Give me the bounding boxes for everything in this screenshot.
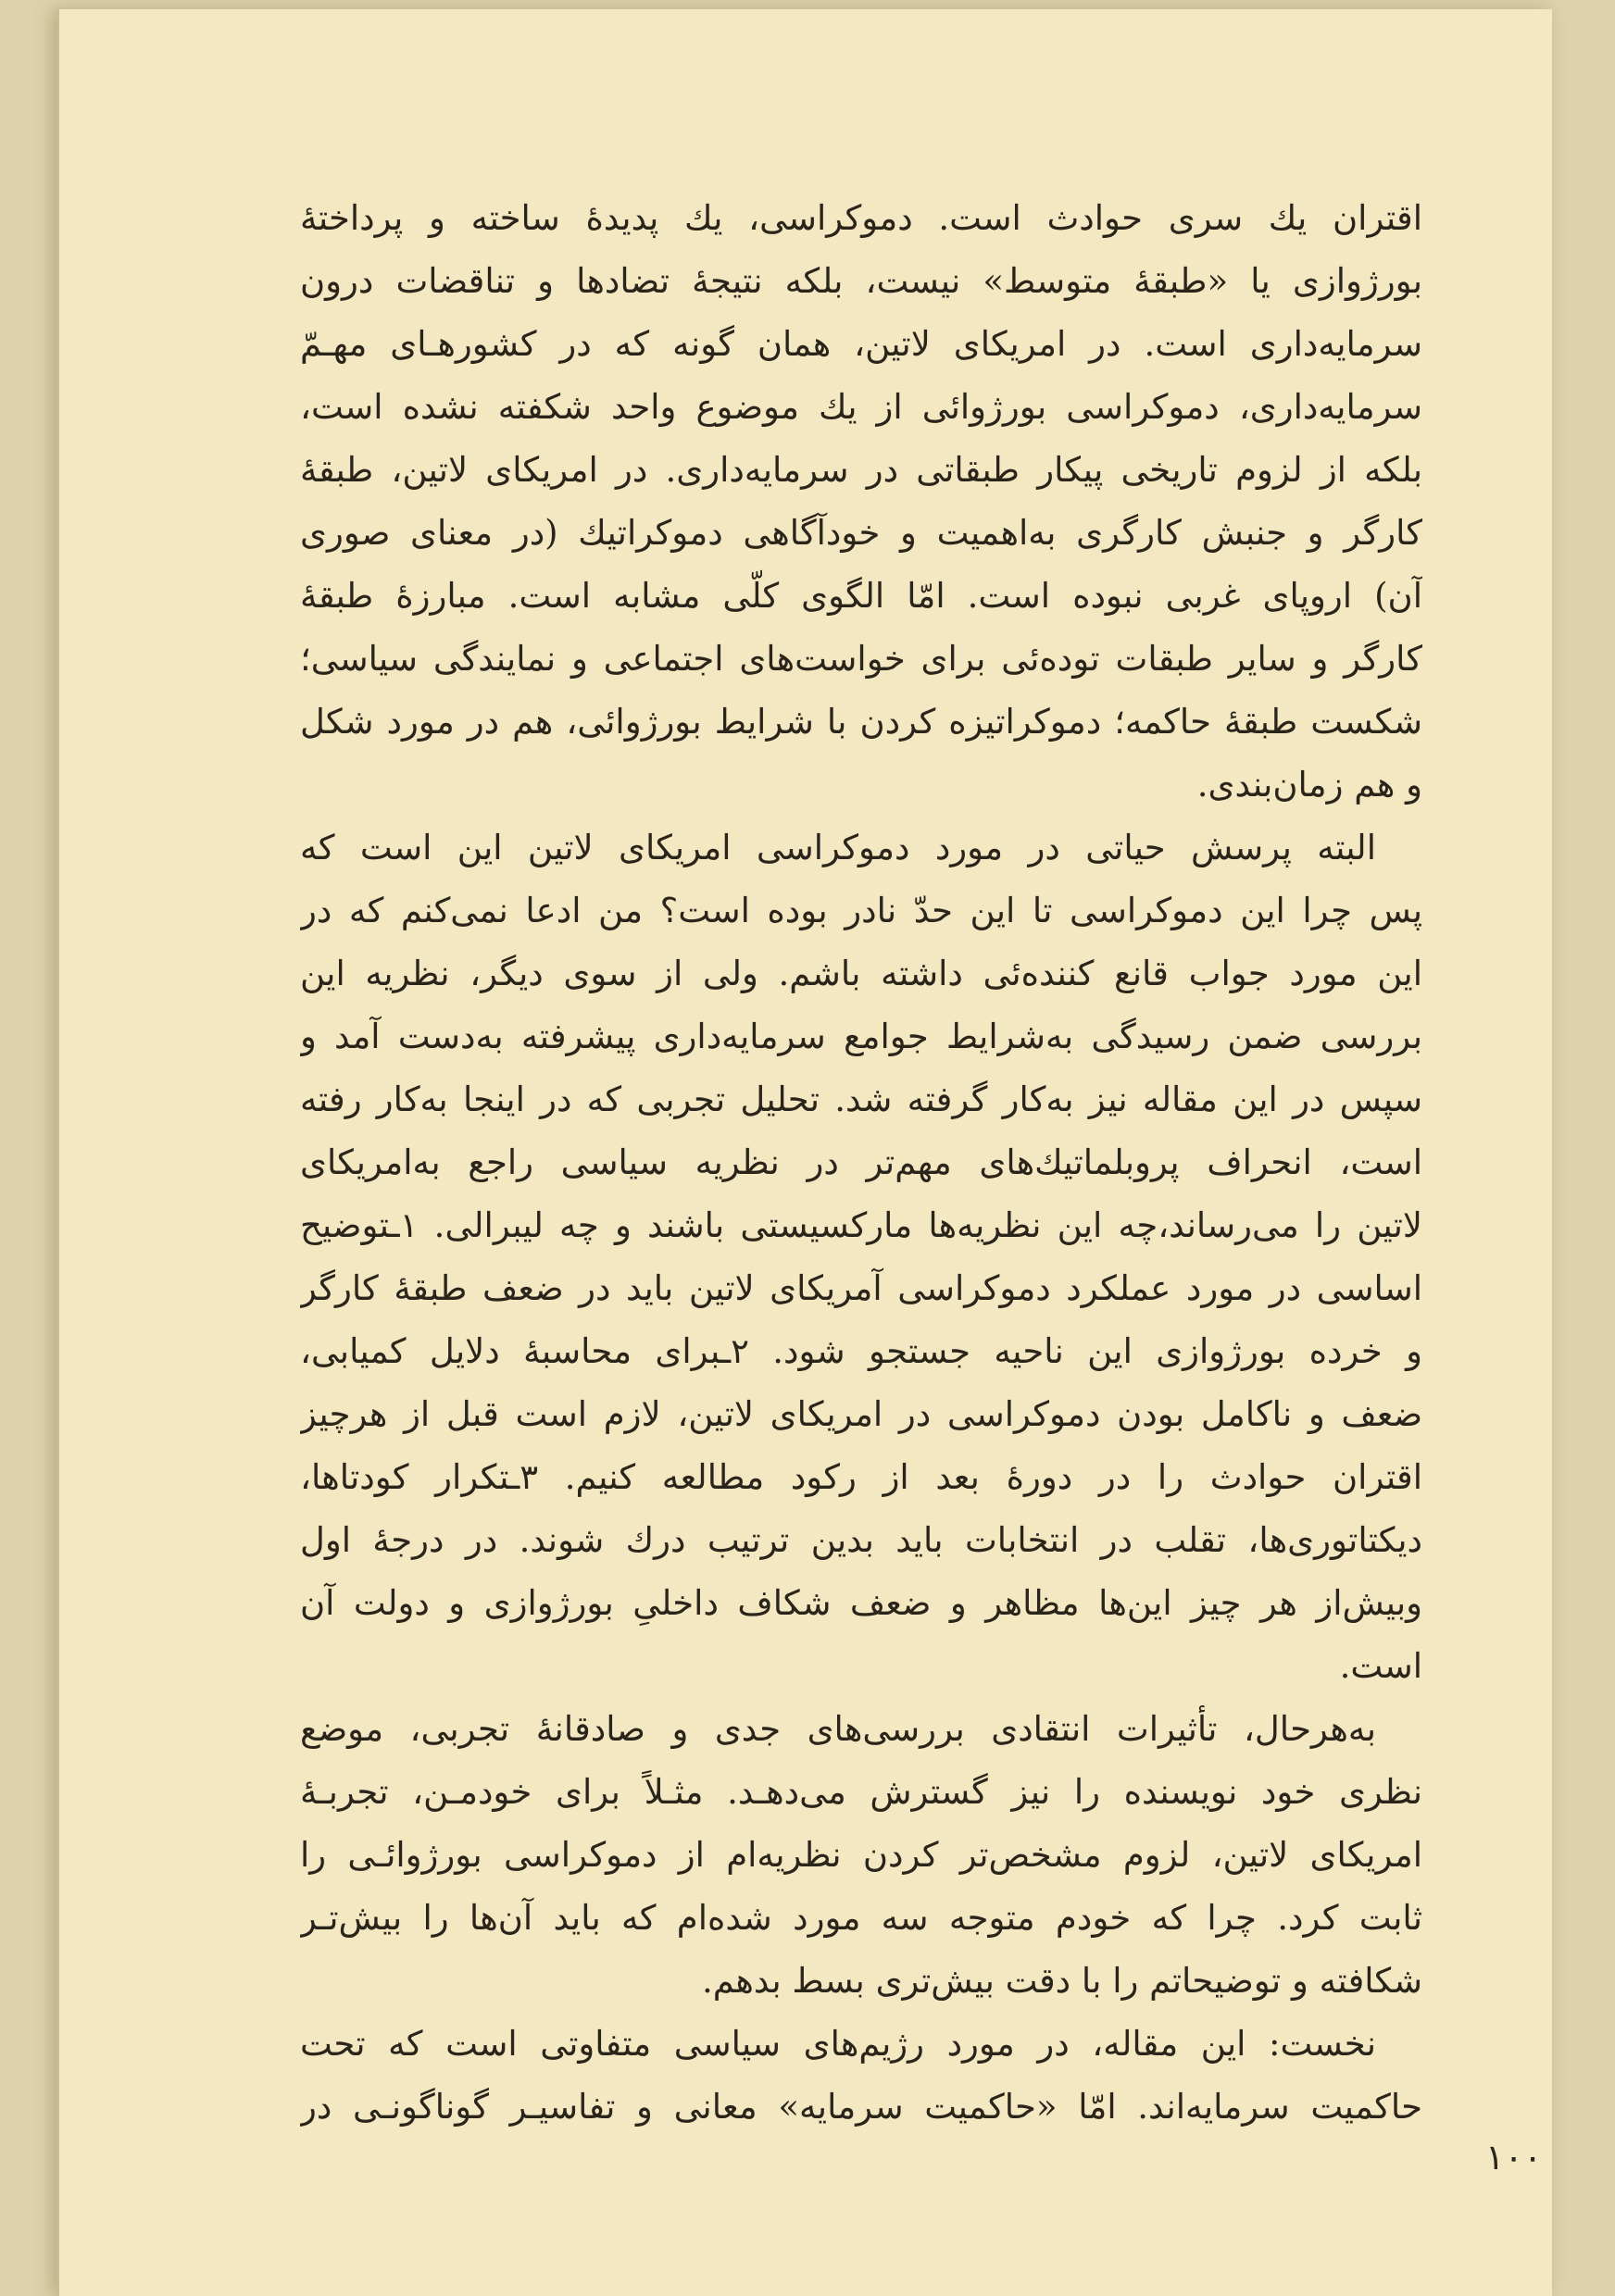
page-number: ۱۰۰	[1485, 2137, 1543, 2177]
text-line: بررسی ضمن رسیدگی به‌شرایط جوامع سرمایه‌داری پیشرفته به‌دست آمد و	[300, 1017, 1422, 1056]
text-line: اقتران حوادث را در دورهٔ بعد از رکود مطالعه کنیم. ۳ـتکرار کودتاها،	[300, 1457, 1422, 1497]
text-line: شکافته و توضیحاتم را با دقت بیش‌تری بسط بدهم.	[702, 1961, 1422, 2001]
text-line: است.	[1339, 1646, 1422, 1686]
text-line: شکست طبقهٔ حاکمه؛ دموکراتیزه کردن با شرایط بورژوائی، هم در مورد شکل	[300, 702, 1422, 742]
text-line: اساسی در مورد عملکرد دموکراسی آمریکای لاتین باید در ضعف طبقهٔ کارگر	[300, 1268, 1422, 1308]
text-line: سرمایه‌داری، دموکراسی بورژوائی از یك موضوع واحد شکفته نشده است،	[300, 387, 1422, 427]
text-line: سرمایه‌داری است. در امریکای لاتین، همان گونه که در کشورهـای مهـمّ	[300, 324, 1422, 364]
text-line: ثابت کرد. چرا که خودم متوجه سه مورد شده‌ام که باید آن‌ها را بیش‌تـر	[300, 1898, 1422, 1938]
text-line: حاکمیت سرمایه‌اند. امّا «حاکمیت سرمایه» معانی و تفاسیـر گوناگونـی در	[300, 2087, 1422, 2127]
paragraph-3	[300, 1698, 1422, 2013]
text-line: به‌هرحال، تأثیرات انتقادی بررسی‌های جدی و صادقانهٔ تجربی، موضع	[300, 1709, 1376, 1749]
book-page	[57, 9, 1552, 2296]
paragraph-4	[300, 2013, 1422, 2139]
text-line: کارگر و جنبش کارگری به‌اهمیت و خودآگاهی دموکراتیك (در معنای صوری	[300, 513, 1422, 553]
text-line: و هم زمان‌بندی.	[1196, 765, 1422, 805]
text-line: پس چرا این دموکراسی تا این حدّ نادر بوده است؟ من ادعا نمی‌کنم که در	[300, 891, 1422, 930]
text-line: سپس در این مقاله نیز به‌کار گرفته شد. تحلیل تجربی که در اینجا به‌کار رفته	[300, 1079, 1422, 1119]
text-line: ضعف و ناکامل بودن دموکراسی در امریکای لاتین، لازم است قبل از هرچیز	[300, 1394, 1422, 1434]
text-line: نظری خود نویسنده را نیز گسترش می‌دهـد. مثـلاً برای خودمـن، تجربـهٔ	[300, 1772, 1422, 1812]
text-line: آن) اروپای غربی نبوده است. امّا الگوی کلّی مشابه است. مبارزهٔ طبقهٔ	[300, 576, 1422, 616]
paragraph-1	[300, 187, 1422, 817]
text-line: دیکتاتوری‌ها، تقلب در انتخابات باید بدین ترتیب درك شوند. در درجهٔ اول	[300, 1520, 1422, 1560]
text-line: نخست: این مقاله، در مورد رژیم‌های سیاسی متفاوتی است که تحت	[300, 2024, 1376, 2064]
text-line: امریکای لاتین، لزوم مشخص‌تر کردن نظریه‌ام از دموکراسی بورژوائـی را	[300, 1835, 1422, 1875]
text-line: بورژوازی یا «طبقهٔ متوسط» نیست، بلكه نتیجهٔ تضادها و تناقضات درون	[300, 261, 1422, 301]
text-line: و خرده بورژوازی این ناحیه جستجو شود. ۲ـبرای محاسبهٔ دلایل کمیابی،	[300, 1331, 1422, 1371]
text-line: اقتران یك سری حوادث است. دموكراسی، یك پدیدهٔ ساخته و پرداختهٔ	[300, 198, 1422, 238]
text-line: است، انحراف پروبلماتیك‌های مهم‌تر در نظریه سیاسی راجع به‌امریکای	[300, 1142, 1422, 1182]
text-line: البته پرسش حیاتی در مورد دموکراسی امریکای لاتین این است که	[300, 828, 1376, 867]
body-text	[300, 187, 1422, 2139]
text-line: کارگر و سایر طبقات توده‌ئی برای خواست‌های اجتماعی و نمایندگی سیاسی؛	[300, 639, 1422, 679]
text-line: وبیش‌از هر چیز این‌ها مظاهر و ضعف شکاف داخلیِ بورژوازی و دولت آن	[300, 1583, 1422, 1623]
text-line: بلکه از لزوم تاریخی پیکار طبقاتی در سرمایه‌داری. در امریکای لاتین، طبقهٔ	[300, 450, 1422, 490]
text-line: این مورد جواب قانع کننده‌ئی داشته باشم. ولی از سوی دیگر، نظریه این	[300, 954, 1422, 993]
text-line: لاتین را می‌رساند،چه این نظریه‌ها مارکسیستی باشند و چه لیبرالی. ۱ـتوضیح	[300, 1205, 1422, 1245]
paragraph-2	[300, 817, 1422, 1698]
